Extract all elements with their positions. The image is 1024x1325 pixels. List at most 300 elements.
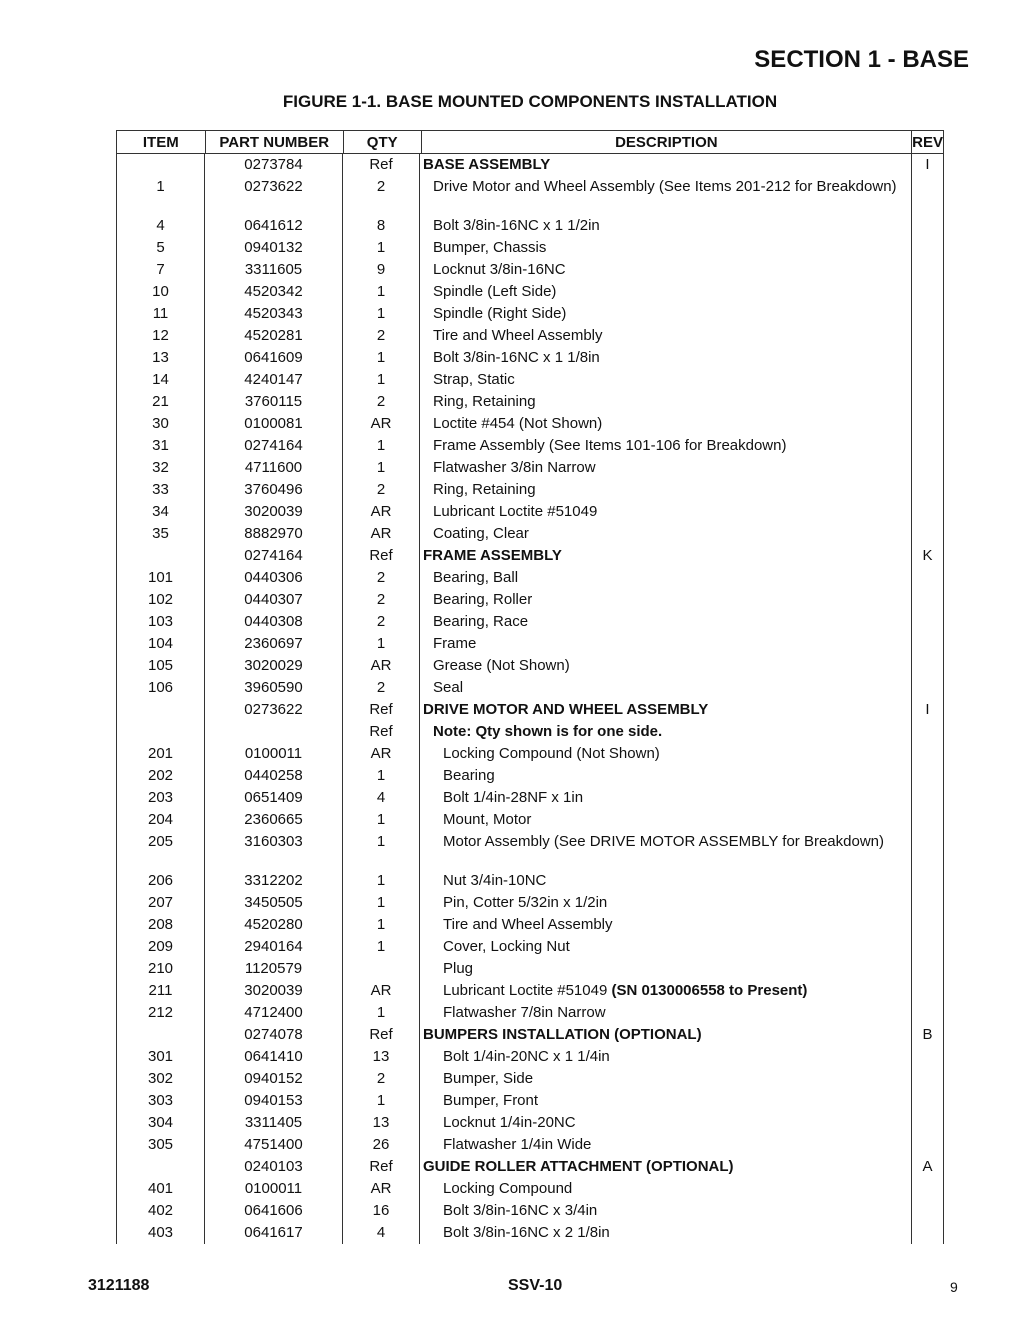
cell-description: Pin, Cotter 5/32in x 1/2in bbox=[420, 892, 912, 914]
table-row bbox=[117, 176, 943, 215]
cell-part-number: 0940132 bbox=[205, 237, 343, 259]
cell-description: GUIDE ROLLER ATTACHMENT (OPTIONAL) bbox=[420, 1156, 912, 1178]
cell-qty: 4 bbox=[343, 1222, 420, 1244]
table-row bbox=[117, 914, 943, 936]
cell-qty: 1 bbox=[343, 1090, 420, 1112]
figure-title: FIGURE 1-1. BASE MOUNTED COMPONENTS INSTALLATION bbox=[282, 92, 778, 111]
cell-part-number: 0940153 bbox=[205, 1090, 343, 1112]
cell-item: 10 bbox=[117, 281, 205, 303]
cell-rev bbox=[912, 809, 943, 831]
cell-qty: 1 bbox=[343, 457, 420, 479]
cell-description: Flatwasher 7/8in Narrow bbox=[420, 1002, 912, 1024]
cell-item: 11 bbox=[117, 303, 205, 325]
table-row bbox=[117, 1090, 943, 1112]
cell-item: 403 bbox=[117, 1222, 205, 1244]
cell-description: Motor Assembly (See DRIVE MOTOR ASSEMBLY for Breakdown) bbox=[420, 831, 912, 870]
cell-qty: 1 bbox=[343, 369, 420, 391]
table-row bbox=[117, 743, 943, 765]
cell-qty: 2 bbox=[343, 611, 420, 633]
cell-description: Flatwasher 1/4in Wide bbox=[420, 1134, 912, 1156]
cell-item: 203 bbox=[117, 787, 205, 809]
cell-item: 205 bbox=[117, 831, 205, 870]
cell-description: Bearing, Roller bbox=[420, 589, 912, 611]
cell-qty: Ref bbox=[343, 699, 420, 721]
cell-item: 31 bbox=[117, 435, 205, 457]
cell-part-number: 3020039 bbox=[205, 501, 343, 523]
cell-rev bbox=[912, 611, 943, 633]
cell-qty: 1 bbox=[343, 347, 420, 369]
cell-item: 4 bbox=[117, 215, 205, 237]
cell-rev bbox=[912, 237, 943, 259]
table-row bbox=[117, 259, 943, 281]
cell-part-number: 0641410 bbox=[205, 1046, 343, 1068]
cell-description: Strap, Static bbox=[420, 369, 912, 391]
cell-item: 209 bbox=[117, 936, 205, 958]
table-row bbox=[117, 699, 943, 721]
cell-item: 212 bbox=[117, 1002, 205, 1024]
cell-rev bbox=[912, 567, 943, 589]
cell-part-number: 3960590 bbox=[205, 677, 343, 699]
cell-item: 303 bbox=[117, 1090, 205, 1112]
table-row bbox=[117, 347, 943, 369]
cell-rev bbox=[912, 870, 943, 892]
cell-description: Bolt 3/8in-16NC x 3/4in bbox=[420, 1200, 912, 1222]
cell-part-number: 4520281 bbox=[205, 325, 343, 347]
cell-item: 102 bbox=[117, 589, 205, 611]
column-header-rev: REV bbox=[912, 133, 943, 151]
table-row bbox=[117, 787, 943, 809]
table-row bbox=[117, 1178, 943, 1200]
cell-qty: 2 bbox=[343, 391, 420, 413]
cell-rev bbox=[912, 259, 943, 281]
column-header-part-number: PART NUMBER bbox=[206, 131, 344, 153]
cell-part-number: 4520342 bbox=[205, 281, 343, 303]
cell-rev bbox=[912, 1046, 943, 1068]
cell-rev bbox=[912, 958, 943, 980]
cell-qty: 1 bbox=[343, 914, 420, 936]
cell-item: 201 bbox=[117, 743, 205, 765]
cell-item: 202 bbox=[117, 765, 205, 787]
cell-part-number: 0440307 bbox=[205, 589, 343, 611]
cell-qty: AR bbox=[343, 980, 420, 1002]
table-row bbox=[117, 215, 943, 237]
cell-description: Frame bbox=[420, 633, 912, 655]
cell-description: Mount, Motor bbox=[420, 809, 912, 831]
column-header-item: ITEM bbox=[117, 131, 206, 153]
cell-rev bbox=[912, 1002, 943, 1024]
cell-description: Locking Compound (Not Shown) bbox=[420, 743, 912, 765]
cell-rev bbox=[912, 325, 943, 347]
table-row bbox=[117, 391, 943, 413]
table-row bbox=[117, 677, 943, 699]
cell-description: Flatwasher 3/8in Narrow bbox=[420, 457, 912, 479]
table-row bbox=[117, 809, 943, 831]
cell-qty: 2 bbox=[343, 479, 420, 501]
footer-model: SSV-10 bbox=[508, 1277, 563, 1294]
cell-item: 103 bbox=[117, 611, 205, 633]
cell-part-number: 3450505 bbox=[205, 892, 343, 914]
cell-item: 13 bbox=[117, 347, 205, 369]
cell-description: Bolt 3/8in-16NC x 1 1/8in bbox=[420, 347, 912, 369]
cell-item: 21 bbox=[117, 391, 205, 413]
table-row bbox=[117, 303, 943, 325]
cell-description: Bolt 1/4in-20NC x 1 1/4in bbox=[420, 1046, 912, 1068]
cell-part-number: 0273622 bbox=[205, 176, 343, 215]
table-row bbox=[117, 655, 943, 677]
cell-item: 210 bbox=[117, 958, 205, 980]
cell-qty: 2 bbox=[343, 589, 420, 611]
table-row bbox=[117, 325, 943, 347]
cell-part-number bbox=[205, 721, 343, 743]
cell-part-number: 0100081 bbox=[205, 413, 343, 435]
cell-qty: AR bbox=[343, 523, 420, 545]
cell-item: 5 bbox=[117, 237, 205, 259]
cell-item: 34 bbox=[117, 501, 205, 523]
cell-part-number: 0273622 bbox=[205, 699, 343, 721]
cell-part-number: 0641606 bbox=[205, 1200, 343, 1222]
cell-rev bbox=[912, 523, 943, 545]
cell-description: Grease (Not Shown) bbox=[420, 655, 912, 677]
table-row bbox=[117, 1200, 943, 1222]
cell-item: 106 bbox=[117, 677, 205, 699]
cell-description: Locking Compound bbox=[420, 1178, 912, 1200]
cell-item: 301 bbox=[117, 1046, 205, 1068]
cell-part-number: 0440306 bbox=[205, 567, 343, 589]
cell-part-number: 0641612 bbox=[205, 215, 343, 237]
table-row bbox=[117, 457, 943, 479]
cell-description: Plug bbox=[420, 958, 912, 980]
cell-item: 208 bbox=[117, 914, 205, 936]
cell-qty: 2 bbox=[343, 677, 420, 699]
cell-item: 105 bbox=[117, 655, 205, 677]
cell-item: 101 bbox=[117, 567, 205, 589]
cell-item: 302 bbox=[117, 1068, 205, 1090]
cell-description: Spindle (Right Side) bbox=[420, 303, 912, 325]
cell-qty: Ref bbox=[343, 1156, 420, 1178]
cell-description: Lubricant Loctite #51049 bbox=[420, 501, 912, 523]
cell-description: Bumper, Side bbox=[420, 1068, 912, 1090]
cell-description: Ring, Retaining bbox=[420, 391, 912, 413]
cell-item: 104 bbox=[117, 633, 205, 655]
cell-description: Spindle (Left Side) bbox=[420, 281, 912, 303]
table-row bbox=[117, 892, 943, 914]
cell-qty: 9 bbox=[343, 259, 420, 281]
cell-description: Bolt 1/4in-28NF x 1in bbox=[420, 787, 912, 809]
cell-description: FRAME ASSEMBLY bbox=[420, 545, 912, 567]
cell-qty: 1 bbox=[343, 892, 420, 914]
cell-item bbox=[117, 545, 205, 567]
table-row bbox=[117, 765, 943, 787]
cell-part-number: 3312202 bbox=[205, 870, 343, 892]
cell-qty: AR bbox=[343, 743, 420, 765]
cell-qty: 1 bbox=[343, 936, 420, 958]
cell-description: Tire and Wheel Assembly bbox=[420, 914, 912, 936]
cell-qty: 1 bbox=[343, 765, 420, 787]
cell-description: Bumper, Chassis bbox=[420, 237, 912, 259]
cell-description: Ring, Retaining bbox=[420, 479, 912, 501]
cell-qty: AR bbox=[343, 501, 420, 523]
cell-part-number: 3760115 bbox=[205, 391, 343, 413]
cell-rev bbox=[912, 479, 943, 501]
cell-part-number: 4520343 bbox=[205, 303, 343, 325]
table-row bbox=[117, 870, 943, 892]
cell-item: 401 bbox=[117, 1178, 205, 1200]
cell-part-number: 3020039 bbox=[205, 980, 343, 1002]
cell-description: Locknut 3/8in-16NC bbox=[420, 259, 912, 281]
cell-description: Loctite #454 (Not Shown) bbox=[420, 413, 912, 435]
parts-table bbox=[116, 130, 944, 1244]
cell-rev bbox=[912, 1090, 943, 1112]
cell-part-number: 0940152 bbox=[205, 1068, 343, 1090]
cell-rev bbox=[912, 980, 943, 1002]
table-row bbox=[117, 980, 943, 1002]
table-row bbox=[117, 611, 943, 633]
cell-part-number: 3311605 bbox=[205, 259, 343, 281]
cell-part-number: 0440258 bbox=[205, 765, 343, 787]
table-row bbox=[117, 435, 943, 457]
cell-item: 32 bbox=[117, 457, 205, 479]
table-row bbox=[117, 567, 943, 589]
cell-rev: B bbox=[922, 1026, 933, 1043]
cell-item: 305 bbox=[117, 1134, 205, 1156]
cell-rev bbox=[912, 435, 943, 457]
table-row bbox=[117, 1068, 943, 1090]
cell-part-number: 0274164 bbox=[205, 435, 343, 457]
cell-item bbox=[117, 721, 205, 743]
cell-rev: I bbox=[925, 701, 930, 718]
cell-rev bbox=[912, 413, 943, 435]
cell-rev bbox=[912, 831, 943, 870]
cell-rev: I bbox=[925, 156, 930, 173]
cell-item: 211 bbox=[117, 980, 205, 1002]
cell-part-number: 2360665 bbox=[205, 809, 343, 831]
table-row bbox=[117, 721, 943, 743]
table-row bbox=[117, 154, 943, 176]
cell-item: 33 bbox=[117, 479, 205, 501]
cell-part-number: 2940164 bbox=[205, 936, 343, 958]
cell-item bbox=[117, 699, 205, 721]
table-row bbox=[117, 1134, 943, 1156]
cell-part-number: 0273784 bbox=[205, 154, 343, 176]
cell-rev bbox=[912, 721, 943, 743]
cell-description: Bumper, Front bbox=[420, 1090, 912, 1112]
table-row bbox=[117, 413, 943, 435]
footer-doc-number: 3121188 bbox=[88, 1277, 150, 1294]
cell-qty: 13 bbox=[343, 1046, 420, 1068]
cell-qty: 2 bbox=[343, 176, 420, 215]
cell-description: BUMPERS INSTALLATION (OPTIONAL) bbox=[420, 1024, 912, 1046]
cell-rev bbox=[912, 1068, 943, 1090]
cell-qty: 1 bbox=[343, 1002, 420, 1024]
cell-item: 14 bbox=[117, 369, 205, 391]
table-row bbox=[117, 831, 943, 870]
cell-part-number: 0651409 bbox=[205, 787, 343, 809]
section-title: SECTION 1 - BASE bbox=[754, 46, 969, 73]
table-row bbox=[117, 1156, 943, 1178]
cell-description: Coating, Clear bbox=[420, 523, 912, 545]
table-row bbox=[117, 633, 943, 655]
cell-rev bbox=[912, 501, 943, 523]
cell-rev bbox=[912, 892, 943, 914]
table-row bbox=[117, 1222, 943, 1244]
cell-part-number: 0641617 bbox=[205, 1222, 343, 1244]
cell-rev bbox=[912, 677, 943, 699]
cell-part-number: 0274078 bbox=[205, 1024, 343, 1046]
cell-part-number: 1120579 bbox=[205, 958, 343, 980]
cell-qty: 1 bbox=[343, 831, 420, 870]
cell-rev bbox=[912, 347, 943, 369]
cell-rev: K bbox=[922, 547, 933, 564]
cell-part-number: 4240147 bbox=[205, 369, 343, 391]
cell-description: Tire and Wheel Assembly bbox=[420, 325, 912, 347]
cell-rev bbox=[912, 215, 943, 237]
cell-part-number: 8882970 bbox=[205, 523, 343, 545]
cell-rev bbox=[912, 1200, 943, 1222]
table-row bbox=[117, 958, 943, 980]
cell-qty: AR bbox=[343, 1178, 420, 1200]
table-header bbox=[116, 130, 944, 154]
cell-qty: 1 bbox=[343, 870, 420, 892]
cell-item bbox=[117, 1024, 205, 1046]
cell-rev bbox=[912, 633, 943, 655]
cell-item: 402 bbox=[117, 1200, 205, 1222]
cell-part-number: 3020029 bbox=[205, 655, 343, 677]
cell-part-number: 3160303 bbox=[205, 831, 343, 870]
cell-qty: 4 bbox=[343, 787, 420, 809]
cell-description: Nut 3/4in-10NC bbox=[420, 870, 912, 892]
cell-item: 206 bbox=[117, 870, 205, 892]
cell-rev: A bbox=[922, 1158, 933, 1175]
cell-qty: 1 bbox=[343, 633, 420, 655]
cell-rev bbox=[912, 914, 943, 936]
table-row bbox=[117, 545, 943, 567]
cell-rev bbox=[912, 369, 943, 391]
cell-rev bbox=[912, 457, 943, 479]
cell-qty: 8 bbox=[343, 215, 420, 237]
cell-description: Frame Assembly (See Items 101-106 for Breakdown) bbox=[420, 435, 912, 457]
cell-rev bbox=[912, 176, 943, 215]
cell-qty: 1 bbox=[343, 303, 420, 325]
cell-description: Bearing, Ball bbox=[420, 567, 912, 589]
cell-part-number: 4712400 bbox=[205, 1002, 343, 1024]
table-row bbox=[117, 369, 943, 391]
table-row bbox=[117, 936, 943, 958]
cell-item: 207 bbox=[117, 892, 205, 914]
table-row bbox=[117, 1002, 943, 1024]
footer-page-number: 9 bbox=[950, 1279, 958, 1295]
cell-qty: 1 bbox=[343, 237, 420, 259]
cell-description: Locknut 1/4in-20NC bbox=[420, 1112, 912, 1134]
cell-qty: AR bbox=[343, 655, 420, 677]
cell-rev bbox=[912, 589, 943, 611]
cell-rev bbox=[912, 1134, 943, 1156]
cell-item: 204 bbox=[117, 809, 205, 831]
cell-rev bbox=[912, 787, 943, 809]
cell-part-number: 3311405 bbox=[205, 1112, 343, 1134]
cell-qty: 2 bbox=[343, 567, 420, 589]
cell-qty: AR bbox=[343, 413, 420, 435]
cell-part-number: 3760496 bbox=[205, 479, 343, 501]
cell-rev bbox=[912, 655, 943, 677]
cell-qty: 1 bbox=[343, 809, 420, 831]
cell-qty: 16 bbox=[343, 1200, 420, 1222]
cell-qty: 2 bbox=[343, 1068, 420, 1090]
cell-item bbox=[117, 1156, 205, 1178]
cell-qty: Ref bbox=[343, 154, 420, 176]
cell-item: 30 bbox=[117, 413, 205, 435]
cell-rev bbox=[912, 391, 943, 413]
cell-qty bbox=[343, 958, 420, 980]
cell-rev bbox=[912, 936, 943, 958]
cell-part-number: 2360697 bbox=[205, 633, 343, 655]
cell-qty: 26 bbox=[343, 1134, 420, 1156]
cell-part-number: 0440308 bbox=[205, 611, 343, 633]
cell-part-number: 0274164 bbox=[205, 545, 343, 567]
cell-description: Bolt 3/8in-16NC x 1 1/2in bbox=[420, 215, 912, 237]
cell-description: BASE ASSEMBLY bbox=[420, 154, 912, 176]
cell-item: 7 bbox=[117, 259, 205, 281]
cell-description: Drive Motor and Wheel Assembly (See Items 201-212 for Breakdown) bbox=[420, 176, 912, 215]
table-row bbox=[117, 1112, 943, 1134]
table-body bbox=[116, 154, 944, 1244]
cell-description: Bearing, Race bbox=[420, 611, 912, 633]
cell-part-number: 0641609 bbox=[205, 347, 343, 369]
cell-qty: 1 bbox=[343, 435, 420, 457]
column-header-description: DESCRIPTION bbox=[422, 131, 913, 153]
table-row bbox=[117, 479, 943, 501]
cell-rev bbox=[912, 1178, 943, 1200]
cell-description: DRIVE MOTOR AND WHEEL ASSEMBLY bbox=[420, 699, 912, 721]
cell-description: Seal bbox=[420, 677, 912, 699]
table-row bbox=[117, 1046, 943, 1068]
cell-part-number: 4751400 bbox=[205, 1134, 343, 1156]
cell-rev bbox=[912, 281, 943, 303]
table-row bbox=[117, 501, 943, 523]
cell-description: Bearing bbox=[420, 765, 912, 787]
cell-qty: Ref bbox=[343, 1024, 420, 1046]
cell-item: 1 bbox=[117, 176, 205, 215]
cell-rev bbox=[912, 1112, 943, 1134]
cell-description: Lubricant Loctite #51049 (SN 0130006558 to Present) bbox=[420, 980, 912, 1002]
table-row bbox=[117, 1024, 943, 1046]
cell-rev bbox=[912, 303, 943, 325]
cell-description: Bolt 3/8in-16NC x 2 1/8in bbox=[420, 1222, 912, 1244]
table-row bbox=[117, 523, 943, 545]
cell-rev bbox=[912, 765, 943, 787]
cell-qty: 13 bbox=[343, 1112, 420, 1134]
cell-item: 12 bbox=[117, 325, 205, 347]
cell-description: Cover, Locking Nut bbox=[420, 936, 912, 958]
cell-item: 35 bbox=[117, 523, 205, 545]
column-header-qty: QTY bbox=[344, 131, 422, 153]
serial-note: (SN 0130006558 to Present) bbox=[611, 982, 808, 999]
cell-qty: 1 bbox=[343, 281, 420, 303]
table-row bbox=[117, 281, 943, 303]
cell-rev bbox=[912, 1222, 943, 1244]
cell-part-number: 0240103 bbox=[205, 1156, 343, 1178]
cell-qty: Ref bbox=[343, 721, 420, 743]
cell-part-number: 0100011 bbox=[205, 743, 343, 765]
cell-qty: Ref bbox=[343, 545, 420, 567]
cell-part-number: 4711600 bbox=[205, 457, 343, 479]
cell-rev bbox=[912, 743, 943, 765]
table-row bbox=[117, 589, 943, 611]
cell-description: Note: Qty shown is for one side. bbox=[420, 721, 912, 743]
cell-part-number: 4520280 bbox=[205, 914, 343, 936]
cell-item: 304 bbox=[117, 1112, 205, 1134]
cell-qty: 2 bbox=[343, 325, 420, 347]
cell-part-number: 0100011 bbox=[205, 1178, 343, 1200]
